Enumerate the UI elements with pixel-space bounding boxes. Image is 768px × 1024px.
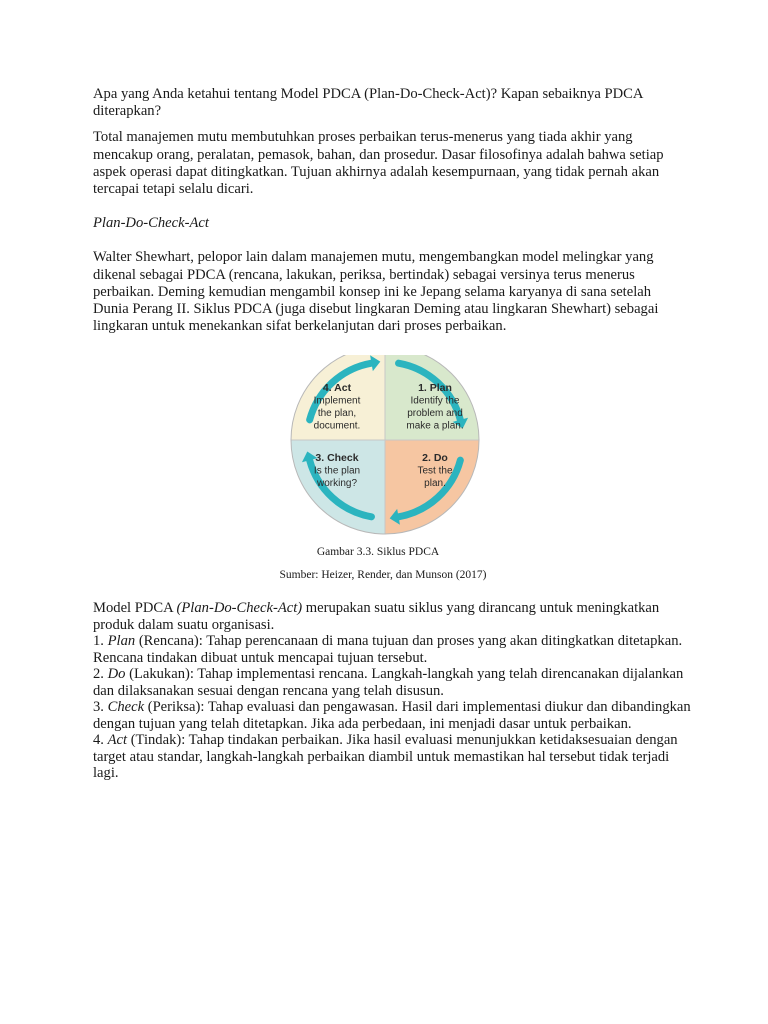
- section-paragraph: Walter Shewhart, pelopor lain dalam manajemen mutu, mengembangkan model melingkar yang dikenal sebagai PDCA (rencana, lakukan, periksa, bertindak) sebagai versinya terus menerus perbaikan. Deming kemudian mengambil konsep ini ke Jepang selama karyanya di sana setelah Dunia Perang II. Siklus PDCA (juga disebut lingkaran Deming atau lingkaran Shewhart) sebagai lingkaran untuk menekankan sifat berkelanjutan dari proses perbaikan.: [93, 249, 659, 335]
- quadrant-title-do: 2. Do: [422, 452, 448, 464]
- quadrant-text-act: the plan,: [317, 408, 357, 419]
- intro-paragraph: Total manajemen mutu membutuhkan proses perbaikan terus-menerus yang tiada akhir yang mencakup orang, peralatan, pemasok, bahan, dan prosedur. Dasar filosofinya adalah bahwa setiap aspek operasi dapat ditingkatkan. Tujuan akhirnya adalah kesempurnaan, yang tidak pernah akan tercapai tetapi selalu dicari.: [93, 129, 664, 198]
- model-section: [93, 600, 693, 782]
- quadrant-text-do: plan.: [424, 478, 446, 489]
- quadrant-text-check: Is the plan: [313, 465, 361, 477]
- quadrant-title-check: 3. Check: [315, 452, 359, 464]
- quadrant-title-act: 4. Act: [322, 382, 352, 394]
- question-text: Apa yang Anda ketahui tentang Model PDCA (Plan-Do-Check-Act)? Kapan sebaiknya PDCA diterapkan?: [93, 86, 643, 120]
- section-heading: Plan-Do-Check-Act: [93, 215, 209, 232]
- quadrant-text-act: Implement: [313, 395, 361, 407]
- quadrant-text-plan: problem and: [407, 408, 463, 419]
- quadrant-text-check: working?: [316, 478, 358, 489]
- document-body: [93, 86, 683, 335]
- model-intro: Model PDCA (Plan-Do-Check-Act) merupakan suatu siklus yang dirancang untuk meningkatkan produk dalam suatu organisasi.: [93, 600, 660, 633]
- list-item: 4. Act (Tindak): Tahap tindakan perbaikan. Jika hasil evaluasi menunjukkan ketidaksesuaian dengan target atau standar, langkah-langkah perbaikan diambil untuk memastikan hal tersebut tidak terjadi lagi.: [93, 732, 678, 781]
- quadrant-title-plan: 1. Plan: [418, 382, 452, 394]
- figure-source: Sumber: Heizer, Render, dan Munson (2017): [279, 569, 487, 581]
- quadrant-text-plan: Identify the: [410, 395, 460, 407]
- list-item: 2. Do (Lakukan): Tahap implementasi rencana. Langkah-langkah yang telah direncanakan dijalankan dan dilaksanakan sesuai dengan rencana yang telah disusun.: [93, 666, 684, 699]
- quadrant-text-do: Test the: [417, 465, 453, 477]
- quadrant-text-plan: make a plan.: [406, 420, 464, 432]
- figure-caption: Gambar 3.3. Siklus PDCA: [316, 546, 440, 558]
- list-item: 1. Plan (Rencana): Tahap perencanaan di mana tujuan dan proses yang akan ditingkatkan ditetapkan. Rencana tindakan dibuat untuk mencapai tujuan tersebut.: [93, 633, 683, 666]
- list-item: 3. Check (Periksa): Tahap evaluasi dan pengawasan. Hasil dari implementasi diukur dan dibandingkan dengan tujuan yang telah ditetapkan. Jika ada perbedaan, ini menjadi dasar untuk perbaikan.: [93, 699, 691, 732]
- quadrant-text-act: document.: [313, 420, 361, 432]
